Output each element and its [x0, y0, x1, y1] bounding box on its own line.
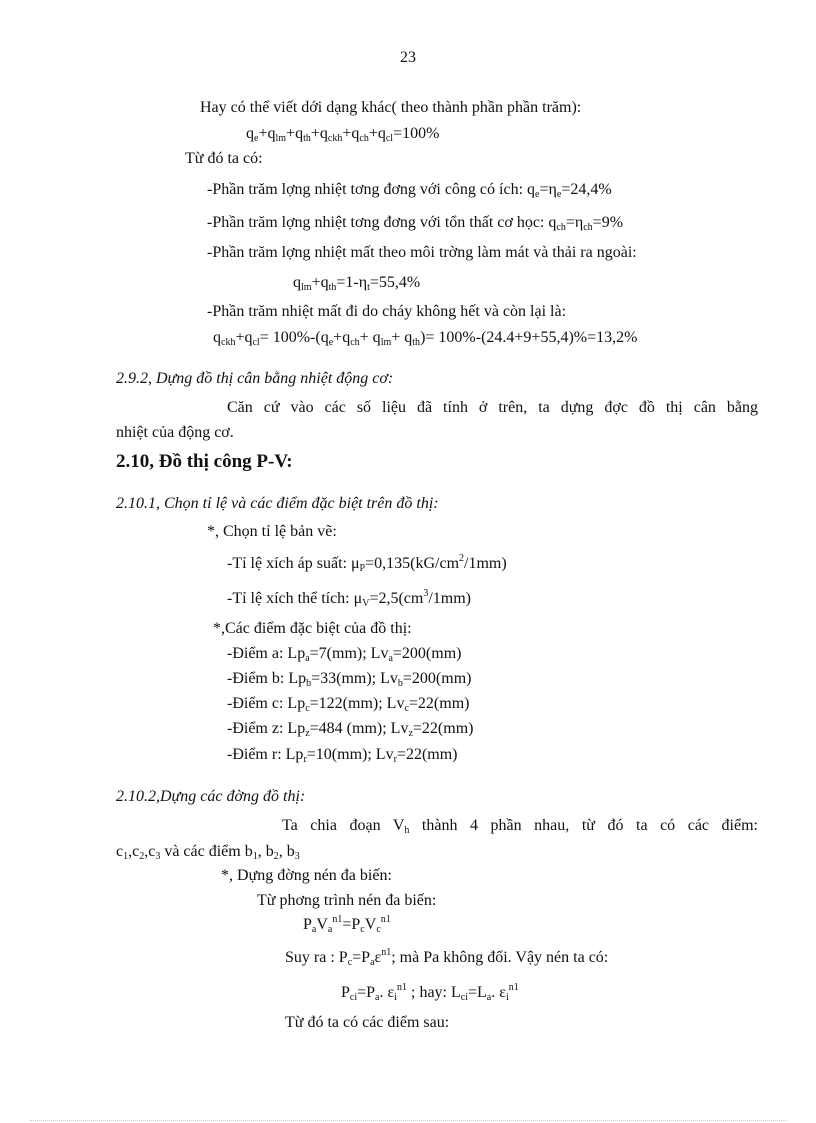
text-line: Hay có thể viết dới dạng khác( theo thành phần phần trăm):	[200, 99, 582, 116]
scale-volume: -Tỉ lệ xích thể tích: $\mu_V=2,5(cm^3/1mm)$	[227, 588, 472, 609]
page-number: 23	[400, 49, 416, 66]
text-line: -Tỉ lệ xích áp suất:	[227, 555, 347, 572]
formula-part: =0,135(kG/cm	[365, 555, 460, 572]
formula-q-lm-th: $q_{lm}+q_{th}=1-\eta_t=55,4\%$	[293, 274, 421, 293]
formula-part: =10(mm); Lv	[306, 746, 394, 763]
text-line: -Điểm r:	[227, 746, 282, 763]
page-bottom-border	[30, 1120, 786, 1121]
formula-points: $P_{ci}=P_a$. $\varepsilon_i^{n1}$ ; hay: $L_{ci}=L_a$. $\varepsilon_i^{n1}$	[341, 982, 519, 1003]
paragraph-line: Căn cứ vào các số liệu đã tính ở trên, ta dựng đợc đồ thị cân bằng	[227, 399, 758, 416]
text-line-qch: -Phần trăm lợng nhiệt tơng đơng với tổn thất cơ học: $q_{ch}=\eta_{ch}=9\%$	[207, 214, 624, 233]
text-line: *, Chọn tỉ lệ bản vẽ:	[207, 523, 337, 540]
text-line: -Tỉ lệ xích thể tích:	[227, 590, 350, 607]
text-line: Từ phơng trình nén đa biến:	[257, 892, 437, 909]
formula-value: =55,4%	[369, 274, 421, 291]
text-line: -Điểm b:	[227, 670, 285, 687]
text-line: -Phần trăm lợng nhiệt mất theo môi trờng làm mát và thải ra ngoài:	[207, 244, 637, 261]
text-line: -Phần trăm nhiệt mất đi do cháy không hết và còn lại là:	[207, 303, 567, 320]
paragraph-line: Ta chia đoạn $V_h$ thành 4 phần nhau, từ đó ta có các điểm:	[282, 817, 758, 836]
point-r: -Điểm r: $Lp_r=10(mm)$; $Lv_r=22(mm)$	[227, 746, 458, 765]
formula-polytropic: $P_aV_a^{n1}=P_cV_c^{n1}$	[303, 914, 391, 935]
text-line: -Phần trăm lợng nhiệt tơng đơng với tổn thất cơ học:	[207, 214, 545, 231]
formula-derivation: Suy ra : $P_c=P_a\varepsilon^{n1}$; mà Pa không đổi. Vậy nén ta có:	[285, 947, 609, 968]
section-heading-2-10-2: 2.10.2,Dựng các đờng đồ thị:	[116, 788, 306, 805]
text-line: *, Dựng đờng nén đa biến:	[221, 867, 392, 884]
formula-part: = 100%-(	[259, 329, 321, 346]
formula-part: =33(mm); Lv	[311, 670, 398, 687]
formula-part: =22(mm)	[396, 746, 458, 763]
text-line: Từ đó ta có các điểm sau:	[285, 1014, 450, 1031]
formula-part: =22(mm)	[412, 720, 474, 737]
text-line: -Điểm z:	[227, 720, 284, 737]
text-line: Từ đó ta có:	[185, 150, 263, 167]
formula-part: =122(mm); Lv	[309, 695, 405, 712]
formula-part: =2,5(cm	[369, 590, 424, 607]
formula-value: =24,4%	[561, 181, 612, 198]
formula-part: =22(mm)	[408, 695, 470, 712]
formula-q-ckh-cl: $q_{ckh}+q_{cl}= 100\%-(q_e+q_{ch}+ q_{lm}+ q_{th})= 100\%-(24.4+9+55,4)\%=13,2\%$	[213, 329, 638, 348]
formula-part: =7(mm); Lv	[309, 645, 389, 662]
text-line: ; hay:	[411, 984, 447, 1001]
point-c: -Điểm c: $Lp_c=122(mm)$; $Lv_c=22(mm)$	[227, 695, 470, 714]
section-heading-2-9-2: 2.9.2, Dựng đồ thị cân bằng nhiệt động cơ:	[116, 370, 394, 387]
section-heading-2-10-1: 2.10.1, Chọn tỉ lệ và các điểm đặc biệt trên đồ thị:	[116, 495, 439, 512]
text-line: -Điểm a:	[227, 645, 284, 662]
paragraph-line: $c_1,c_2,c_3$ và các điểm $b_1$, $b_2$, $b_3$	[116, 843, 300, 862]
formula-part: /1mm)	[428, 590, 472, 607]
point-a: -Điểm a: $Lp_a=7(mm)$; $Lv_a=200(mm)$	[227, 645, 462, 664]
text-line: ; mà Pa không đổi. Vậy nén ta có:	[391, 949, 609, 966]
formula-part: =1-	[336, 274, 359, 291]
text-line-qe: -Phần trăm lợng nhiệt tơng đơng với công có ích: $q_e=\eta_e=24,4\%$	[207, 181, 612, 200]
formula-value: =9%	[592, 214, 624, 231]
formula-part: =484 (mm); Lv	[309, 720, 409, 737]
text-line: -Điểm c:	[227, 695, 284, 712]
text-line: *,Các điểm đặc biệt của đồ thị:	[213, 620, 412, 637]
formula-part: =200(mm)	[392, 645, 462, 662]
formula-q-total: $q_e+q_{lm}+q_{th}+q_{ckh}+q_{ch}+q_{cl}=100\%$	[246, 125, 440, 144]
formula-value: =100%	[393, 125, 440, 142]
scale-pressure: -Tỉ lệ xích áp suất: $\mu_P=0,135(kG/cm^2/1mm)$	[227, 553, 507, 574]
text-line: -Phần trăm lợng nhiệt tơng đơng với công có ích:	[207, 181, 524, 198]
text-line: Suy ra :	[285, 949, 335, 966]
section-heading-2-10: 2.10, Đồ thị công P-V:	[116, 451, 293, 472]
point-b: -Điểm b: $Lp_b=33(mm)$; $Lv_b=200(mm)$	[227, 670, 472, 689]
formula-value: )= 100%-(24.4+9+55,4)%=13,2%	[420, 329, 638, 346]
point-z: -Điểm z: $Lp_z=484$ (mm); $Lv_z=22(mm)$	[227, 720, 474, 739]
formula-part: =200(mm)	[402, 670, 472, 687]
formula-part: /1mm)	[464, 555, 507, 572]
paragraph-line: nhiệt của động cơ.	[116, 424, 234, 441]
